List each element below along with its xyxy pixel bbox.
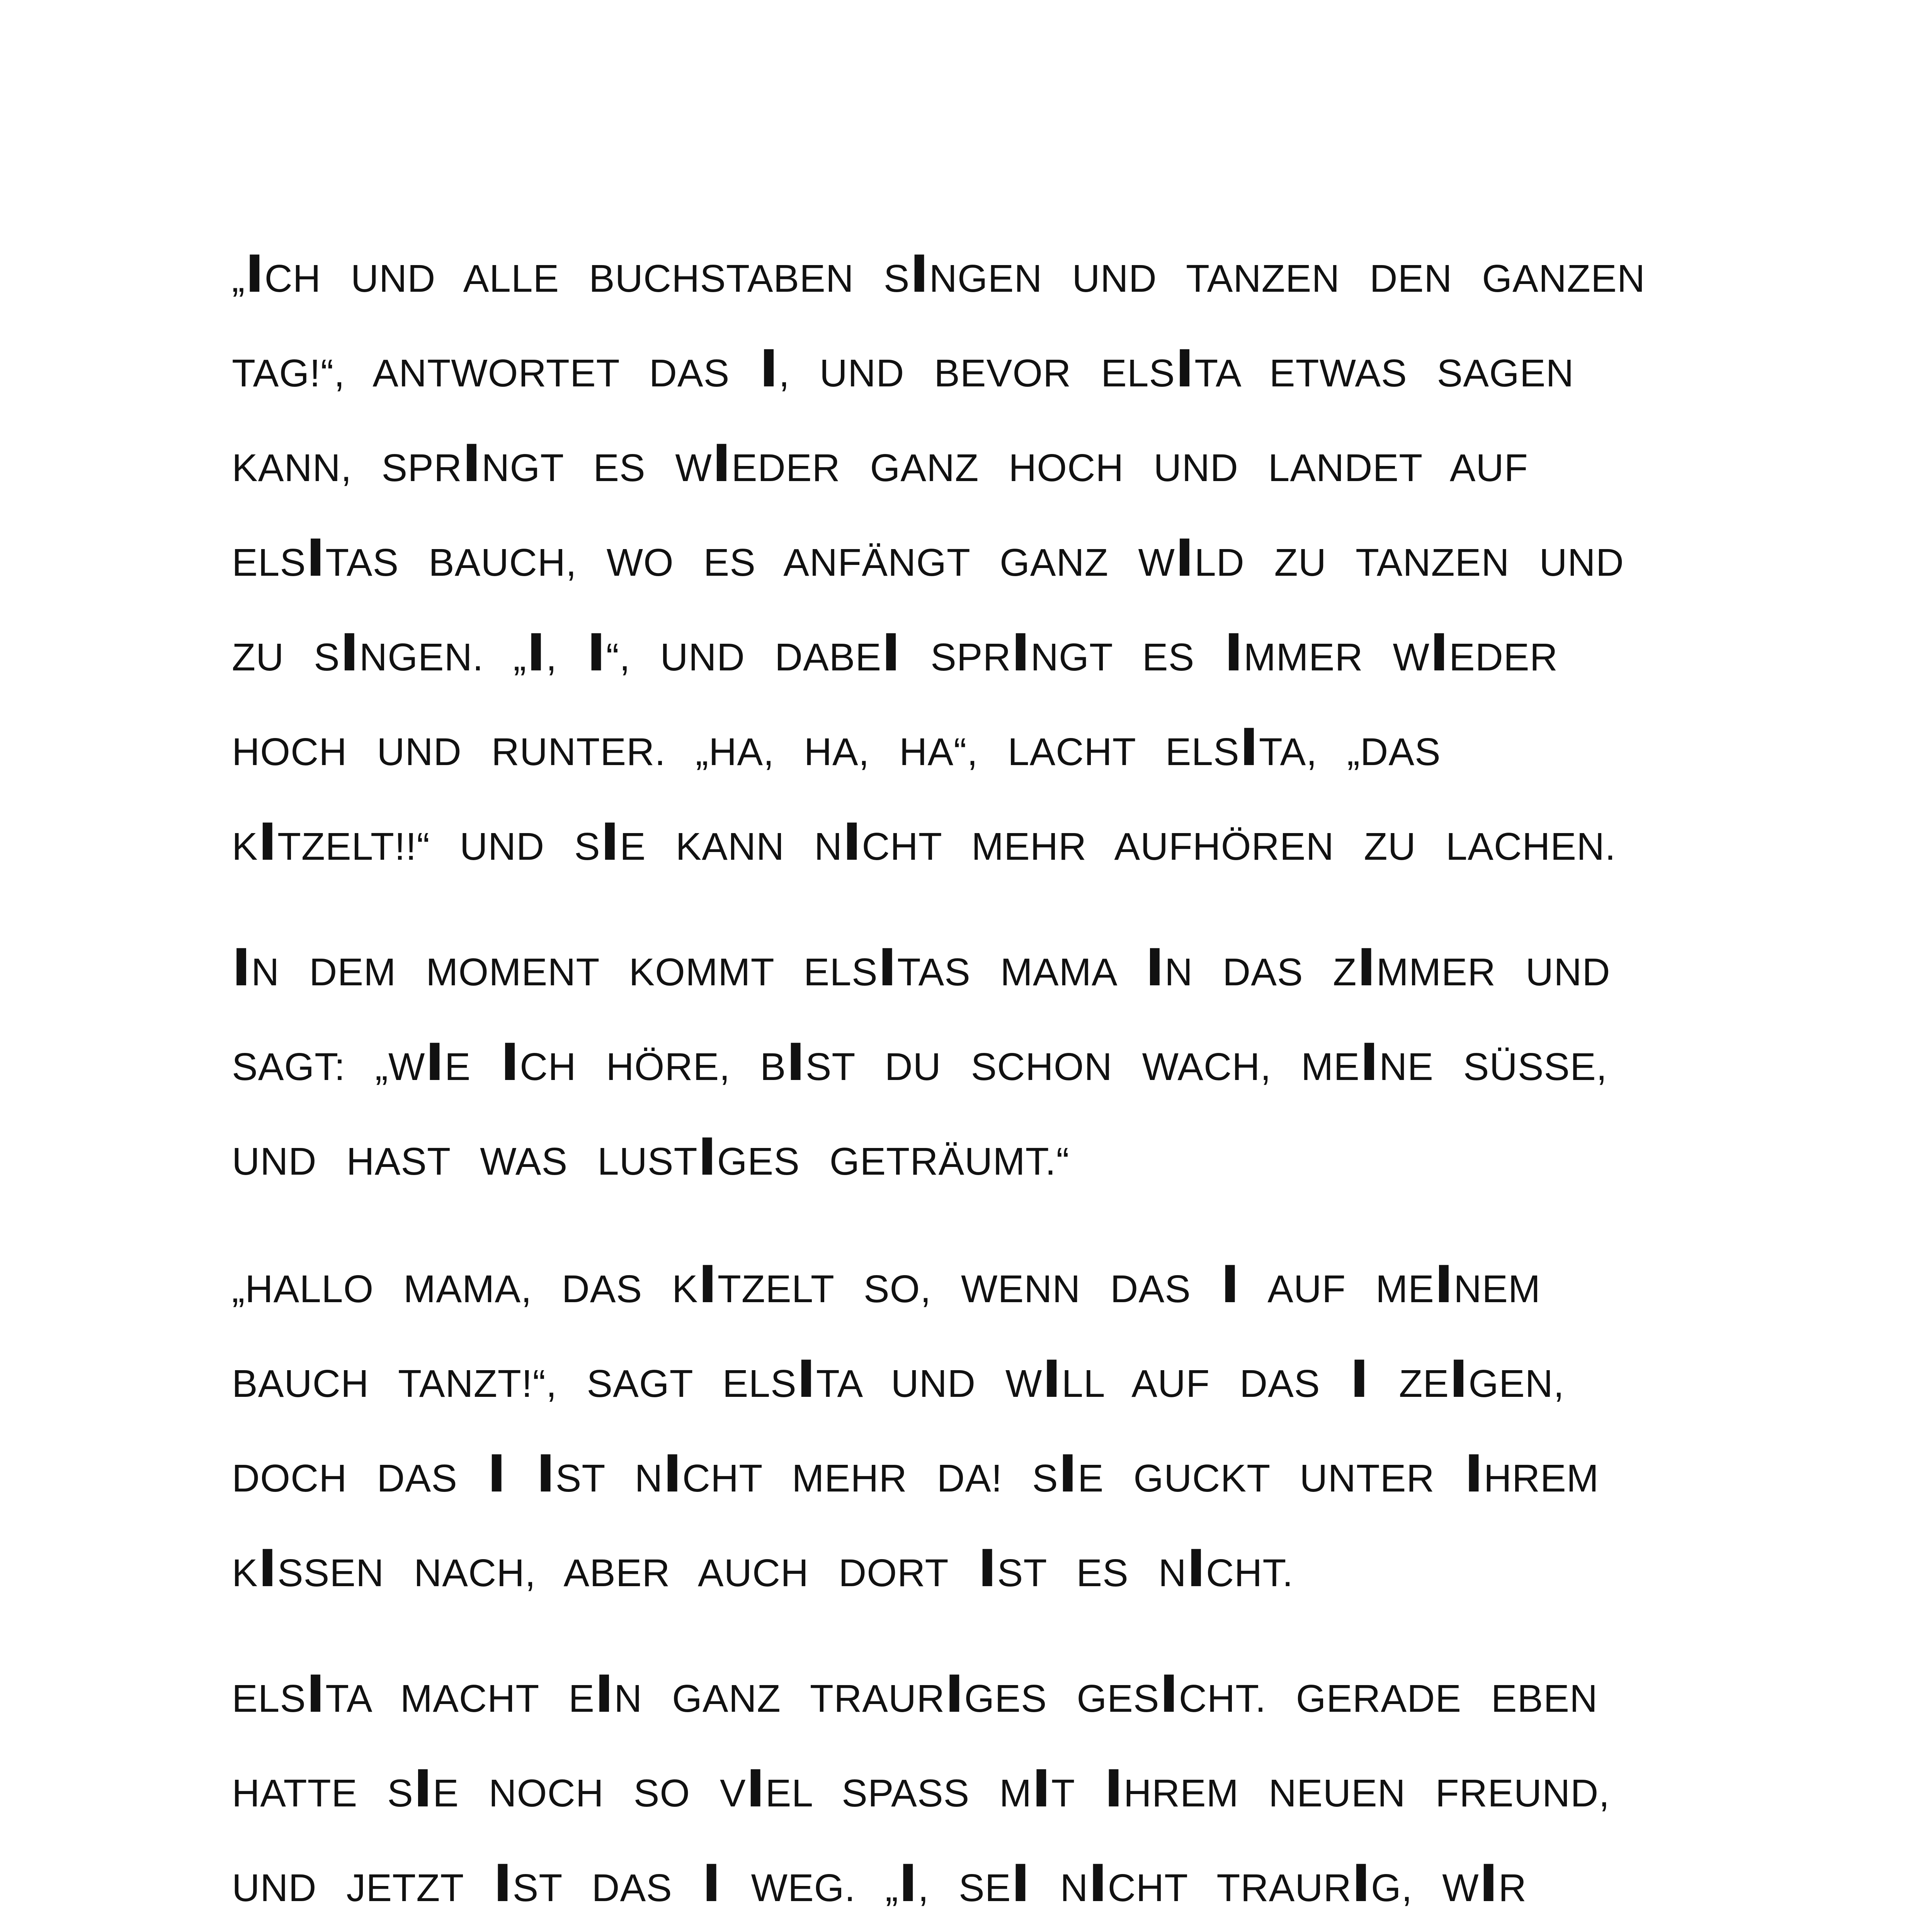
paragraph-3-line-3: DOCH DAS I IST NICHT MEHR DA! SIE GUCKT UNTER IHREM [232,1444,1599,1504]
paragraph-3-line-1: „HALLO MAMA, DAS KITZELT SO, WENN DAS I AUF MEINEM [232,1255,1541,1315]
paragraph-2-line-3: UND HAST WAS LUSTIGES GETRÄUMT.“ [232,1128,1070,1187]
paragraph-2-line-1: IN DEM MOMENT KOMMT ELSITAS MAMA IN DAS ZIMMER UND [232,938,1611,998]
paragraph-1-line-5: ZU SINGEN. „I, I“, UND DABEI SPRINGT ES IMMER WIEDER [232,623,1558,683]
paragraph-3-line-4: KISSEN NACH, ABER AUCH DORT IST ES NICHT. [232,1539,1294,1599]
paragraph-4-line-3: UND JETZT IST DAS I WEG. „I, SEI NICHT TRAURIG, WIR [232,1854,1527,1913]
paragraph-1-line-7: KITZELT!!“ UND SIE KANN NICHT MEHR AUFHÖREN ZU LACHEN. [232,813,1616,872]
paragraph-1-line-6: HOCH UND RUNTER. „HA, HA, HA“, LACHT ELSITA, „DAS [232,718,1441,777]
paragraph-1-line-2: TAG!“, ANTWORTET DAS I, UND BEVOR ELSITA ETWAS SAGEN [232,339,1574,399]
paragraph-1-line-1: „ICH UND ALLE BUCHSTABEN SINGEN UND TANZEN DEN GANZEN [232,245,1645,304]
paragraph-3-line-2: BAUCH TANZT!“, SAGT ELSITA UND WILL AUF DAS I ZEIGEN, [232,1350,1565,1409]
paragraph-1-line-4: ELSITAS BAUCH, WO ES ANFÄNGT GANZ WILD ZU TANZEN UND [232,529,1624,588]
paragraph-4-line-2: HATTE SIE NOCH SO VIEL SPASS MIT IHREM NEUEN FREUND, [232,1759,1610,1819]
paragraph-2-line-2: SAGT: „WIE ICH HÖRE, BIST DU SCHON WACH, MEINE SÜSSE, [232,1033,1607,1092]
paragraph-4-line-1: ELSITA MACHT EIN GANZ TRAURIGES GESICHT. GERADE EBEN [232,1665,1598,1724]
paragraph-1-line-3: KANN, SPRINGT ES WIEDER GANZ HOCH UND LANDET AUF [232,434,1528,493]
